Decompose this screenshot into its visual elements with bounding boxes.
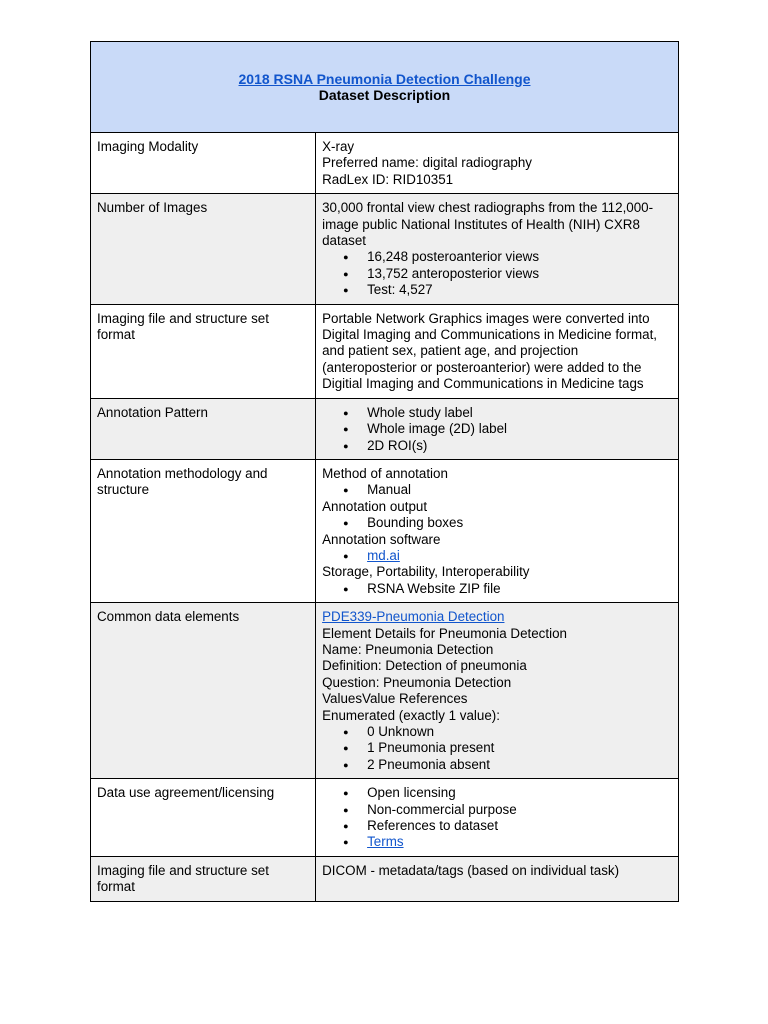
- bullet-list: [322, 724, 672, 773]
- list-item: ● 13,752 anteroposterior views: [322, 266, 672, 282]
- value-line: X-ray: [322, 139, 355, 154]
- bullet-list: [322, 548, 672, 564]
- list-item: ● Manual: [322, 482, 672, 498]
- table-row-file-format: [91, 304, 679, 398]
- bullet-list: [322, 581, 672, 597]
- list-item: ● Test: 4,527: [322, 282, 672, 298]
- value-line: Question: Pneumonia Detection: [322, 674, 512, 690]
- table-header-row: [91, 42, 679, 133]
- section-heading: Storage, Portability, Interoperability: [322, 564, 530, 580]
- value-text: 30,000 frontal view chest radiographs from the 112,000-image public National Institutes of Health (NIH) CXR8 dataset: [322, 200, 654, 249]
- row-value: [316, 459, 679, 602]
- bullet-list: [322, 249, 672, 298]
- section-heading: Method of annotation: [322, 465, 448, 481]
- list-item: ● RSNA Website ZIP file: [322, 581, 672, 597]
- list-item: [322, 834, 672, 850]
- row-value: [316, 194, 679, 304]
- list-item: [322, 548, 672, 564]
- row-label: Imaging file and structure set format: [91, 856, 316, 901]
- row-label: Number of Images: [91, 194, 316, 304]
- list-item: ● Whole image (2D) label: [322, 421, 672, 437]
- table-row-data-use-agreement: [91, 779, 679, 857]
- table-row-dicom-format: [91, 856, 679, 901]
- section-heading: Annotation output: [322, 498, 428, 514]
- bullet-list: [322, 405, 672, 454]
- table-row-number-of-images: [91, 194, 679, 304]
- list-item: ● 0 Unknown: [322, 724, 672, 740]
- bullet-list: [322, 515, 672, 531]
- row-value: [316, 603, 679, 779]
- list-item: ● References to dataset: [322, 818, 672, 834]
- bullet-list: [322, 482, 672, 498]
- list-item: ● 2 Pneumonia absent: [322, 757, 672, 773]
- table-row-imaging-modality: [91, 133, 679, 194]
- value-line: Name: Pneumonia Detection: [322, 641, 494, 657]
- list-item: ● 2D ROI(s): [322, 438, 672, 454]
- pde339-link[interactable]: PDE339-Pneumonia Detection: [322, 609, 505, 625]
- list-item: ● 16,248 posteroanterior views: [322, 249, 672, 265]
- value-line: Definition: Detection of pneumonia: [322, 658, 527, 674]
- row-label: Imaging Modality: [91, 133, 316, 194]
- table-header: [91, 42, 679, 133]
- row-value: [316, 779, 679, 857]
- row-label: Common data elements: [91, 603, 316, 779]
- list-item: ● Bounding boxes: [322, 515, 672, 531]
- challenge-title-link[interactable]: 2018 RSNA Pneumonia Detection Challenge: [238, 70, 531, 87]
- row-value: Portable Network Graphics images were converted into Digital Imaging and Communications in Medicine format, and patient sex, patient age, and projection (anteroposterior or posteroanterior) were added to the Digitial Imaging and Communications in Medicine tags: [316, 304, 679, 398]
- value-line: Element Details for Pneumonia Detection: [322, 625, 567, 641]
- dataset-description-subtitle: Dataset Description: [318, 87, 451, 103]
- list-item: ● Non-commercial purpose: [322, 802, 672, 818]
- table-row-annotation-pattern: [91, 398, 679, 459]
- value-line: RadLex ID: RID10351: [322, 171, 454, 187]
- md-ai-link[interactable]: md.ai: [367, 547, 400, 563]
- row-value: [316, 398, 679, 459]
- dataset-description-table: [90, 41, 679, 902]
- row-label: Imaging file and structure set format: [91, 304, 316, 398]
- row-label: Data use agreement/licensing: [91, 779, 316, 857]
- row-label: Annotation Pattern: [91, 398, 316, 459]
- row-label: Annotation methodology and structure: [91, 459, 316, 602]
- list-item: ● 1 Pneumonia present: [322, 740, 672, 756]
- value-line: Enumerated (exactly 1 value):: [322, 707, 500, 723]
- section-heading: Annotation software: [322, 531, 441, 547]
- bullet-list: [322, 785, 672, 851]
- terms-link[interactable]: Terms: [367, 834, 404, 850]
- row-value: [316, 133, 679, 194]
- value-line: ValuesValue References: [322, 691, 468, 707]
- table-row-annotation-methodology: [91, 459, 679, 602]
- value-line: Preferred name: digital radiography: [322, 155, 532, 171]
- table-row-common-data-elements: [91, 603, 679, 779]
- row-value: DICOM - metadata/tags (based on individual task): [316, 856, 679, 901]
- list-item: ● Whole study label: [322, 405, 672, 421]
- list-item: ● Open licensing: [322, 785, 672, 801]
